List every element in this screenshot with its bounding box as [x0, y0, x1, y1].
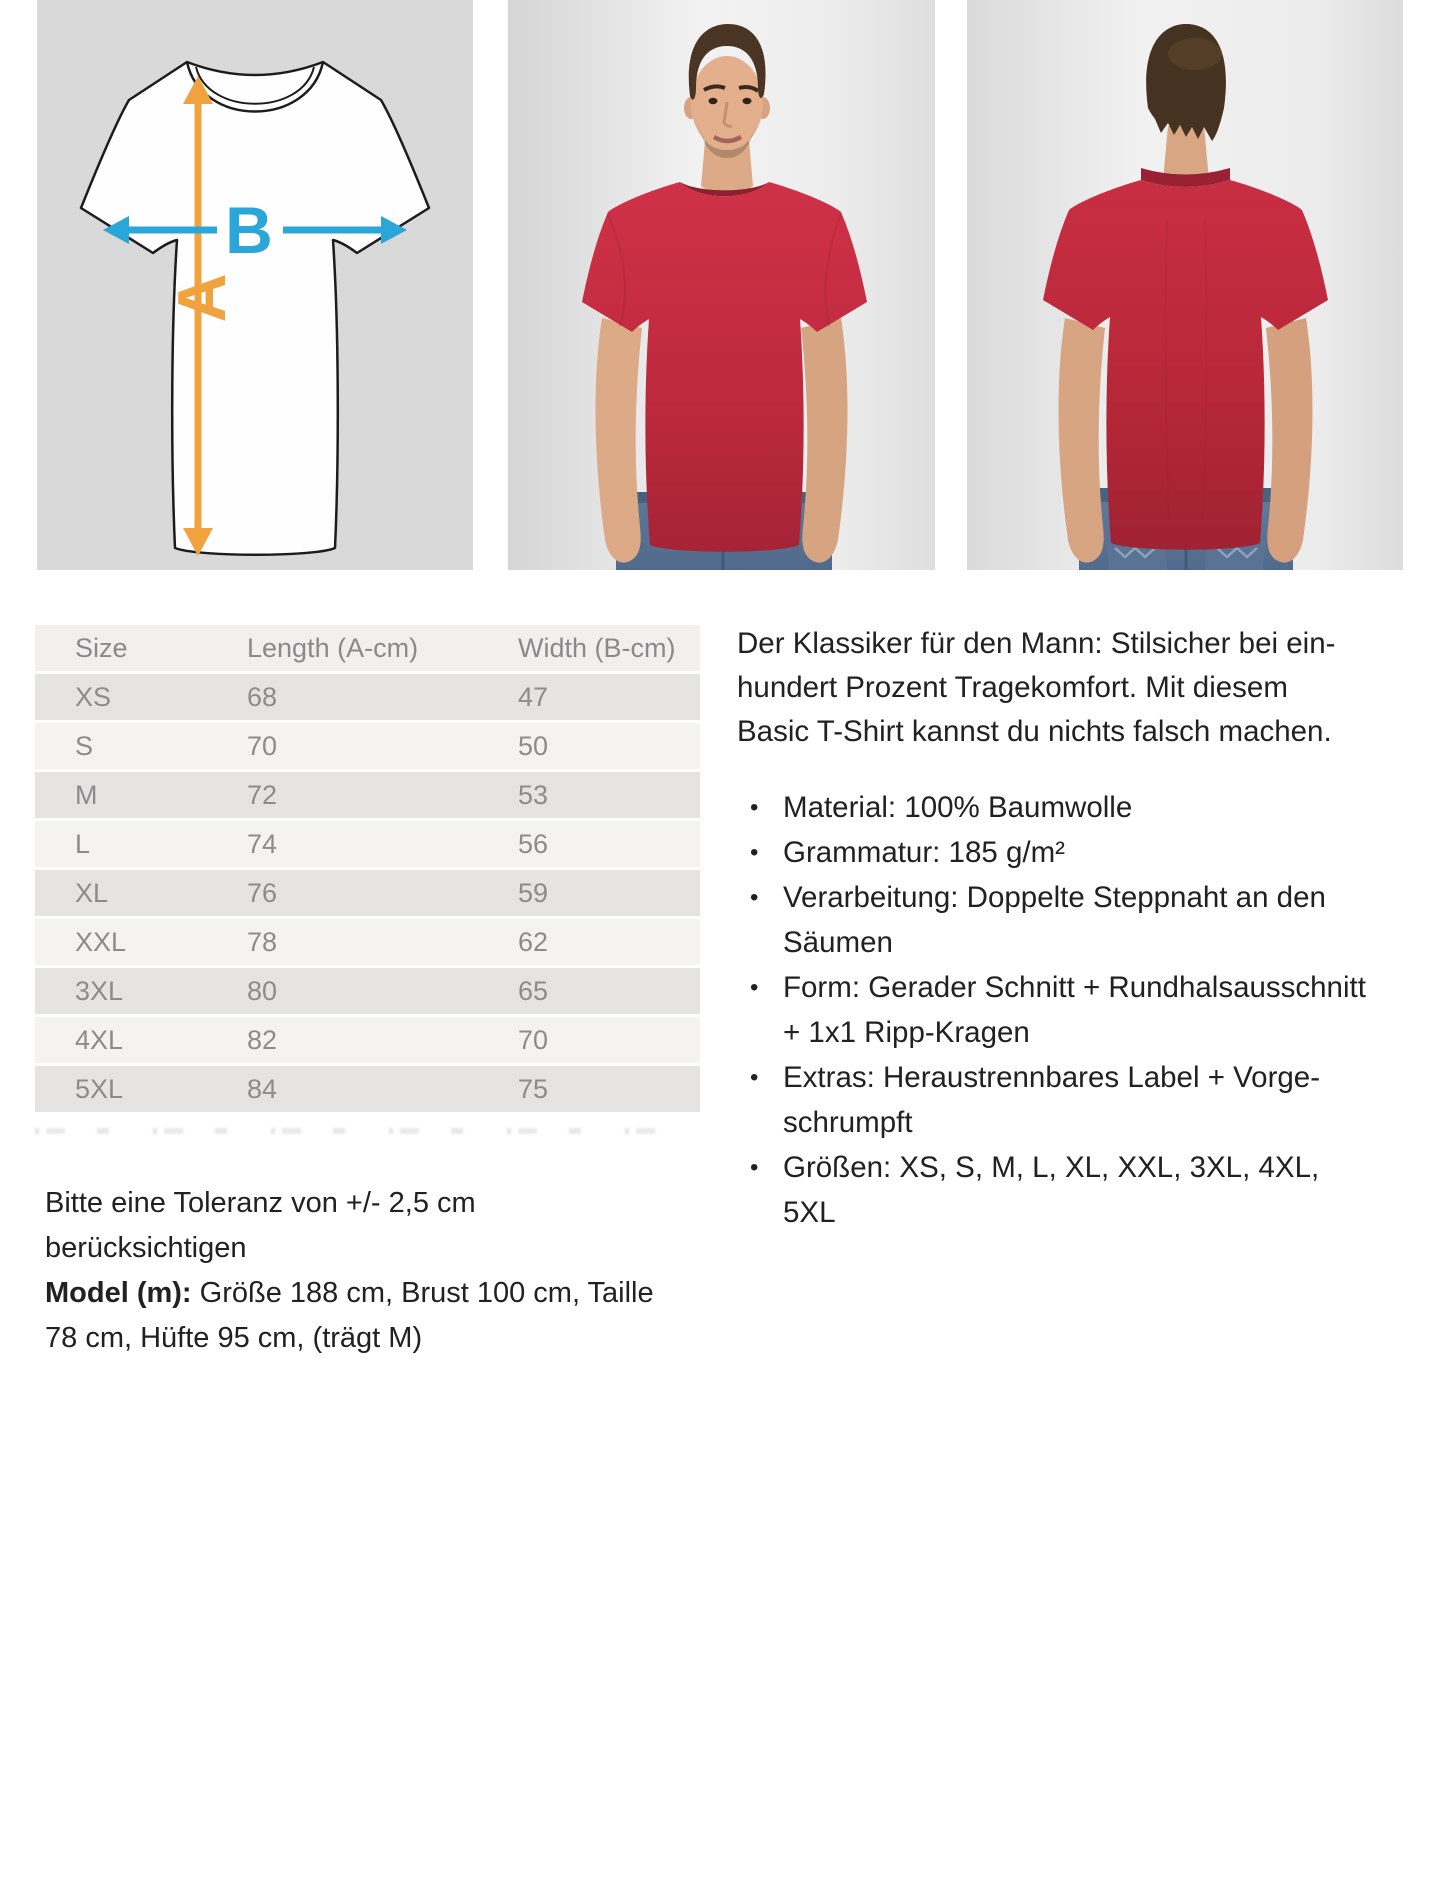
list-item-text: schrumpft	[783, 1106, 913, 1139]
cell-size: XL	[75, 877, 109, 908]
model-front-photo	[508, 0, 935, 570]
model-info-line	[45, 1271, 655, 1316]
cell-width: 62	[518, 926, 549, 957]
cell-width: 47	[518, 681, 549, 712]
cell-width: 70	[518, 1024, 549, 1055]
cell-width: 56	[518, 828, 549, 859]
cell-length: 68	[247, 681, 278, 712]
clipped-row-remnant	[35, 1128, 673, 1134]
label-b: B	[225, 193, 273, 267]
model-front-illustration	[508, 0, 935, 570]
bullet-icon: •	[750, 884, 759, 911]
tshirt-measure-diagram	[37, 0, 473, 570]
table-header-row	[35, 625, 700, 671]
table-row	[35, 1066, 700, 1112]
cell-length: 84	[247, 1073, 278, 1104]
model-measurements: Größe 188 cm, Brust 100 cm, Taille	[191, 1277, 654, 1309]
header-size: Size	[75, 632, 128, 663]
list-item-text: Größen: XS, S, M, L, XL, XXL, 3XL, 4XL, 5XL	[783, 1151, 1320, 1229]
list-item	[737, 830, 1377, 875]
table-row	[35, 870, 700, 916]
header-length: Length (A-cm)	[247, 632, 419, 663]
size-table	[35, 625, 700, 1115]
list-item-text: Verarbeitung: Doppelte Steppnaht an den	[783, 881, 1326, 914]
header-width: Width (B-cm)	[518, 632, 676, 663]
cell-size: 4XL	[75, 1024, 124, 1055]
table-row	[35, 821, 700, 867]
list-item-text: Säumen	[783, 926, 893, 959]
cell-length: 76	[247, 877, 278, 908]
cell-length: 74	[247, 828, 278, 859]
table-row	[35, 674, 700, 720]
model-back-photo	[967, 0, 1403, 570]
model-back-illustration	[967, 0, 1403, 570]
cell-length: 78	[247, 926, 278, 957]
right-eye	[743, 98, 752, 104]
list-item	[737, 875, 1377, 965]
description-intro-line: Der Klassiker für den Mann: Stilsicher bei ein-	[737, 627, 1336, 660]
cell-width: 59	[518, 877, 549, 908]
cell-size: 5XL	[75, 1073, 124, 1104]
description-intro-line: hundert Prozent Tragekomfort. Mit diesem	[737, 671, 1288, 704]
table-row	[35, 968, 700, 1014]
cell-width: 50	[518, 730, 549, 761]
label-a: A	[164, 273, 240, 323]
bullet-icon: •	[750, 839, 759, 866]
table-row	[35, 723, 700, 769]
cell-size: L	[75, 828, 91, 859]
product-description	[737, 622, 1377, 1235]
bullet-icon: •	[750, 794, 759, 821]
cell-size: M	[75, 779, 98, 810]
bullet-icon: •	[750, 974, 759, 1001]
cell-width: 75	[518, 1073, 549, 1104]
cell-width: 65	[518, 975, 549, 1006]
bullet-icon: •	[750, 1154, 759, 1181]
cell-length: 82	[247, 1024, 278, 1055]
head-back	[1146, 24, 1226, 141]
list-item-text: Extras: Heraustrennbares Label + Vorge-	[783, 1061, 1321, 1094]
cell-length: 70	[247, 730, 278, 761]
size-diagram-image	[37, 0, 473, 570]
bullet-icon: •	[750, 1064, 759, 1091]
cell-length: 72	[247, 779, 278, 810]
table-row	[35, 1017, 700, 1063]
feature-list	[737, 785, 1377, 1235]
model-info-line2: 78 cm, Hüfte 95 cm, (trägt M)	[45, 1322, 423, 1354]
list-item-text: + 1x1 Ripp-Kragen	[783, 1016, 1030, 1049]
cell-length: 80	[247, 975, 278, 1006]
cell-size: XXL	[75, 926, 127, 957]
tolerance-line: Bitte eine Toleranz von +/- 2,5 cm berücksichtigen	[45, 1187, 476, 1264]
left-eye	[709, 98, 718, 104]
model-label: Model (m):	[45, 1277, 192, 1309]
list-item	[737, 965, 1377, 1055]
list-item-text: Form: Gerader Schnitt + Rundhalsausschnitt	[783, 971, 1366, 1004]
list-item-text: Grammatur: 185 g/m²	[783, 836, 1065, 869]
tolerance-note	[45, 1181, 655, 1361]
list-item	[737, 1055, 1377, 1145]
list-item	[737, 785, 1377, 830]
cell-size: XS	[75, 681, 112, 712]
cell-size: 3XL	[75, 975, 124, 1006]
table-row	[35, 919, 700, 965]
description-intro-line: Basic T-Shirt kannst du nichts falsch machen.	[737, 715, 1332, 748]
list-item	[737, 1145, 1377, 1235]
table-row	[35, 772, 700, 818]
list-item-text: Material: 100% Baumwolle	[783, 791, 1133, 824]
cell-size: S	[75, 730, 94, 761]
hair-highlight	[1168, 38, 1222, 70]
cell-width: 53	[518, 779, 549, 810]
